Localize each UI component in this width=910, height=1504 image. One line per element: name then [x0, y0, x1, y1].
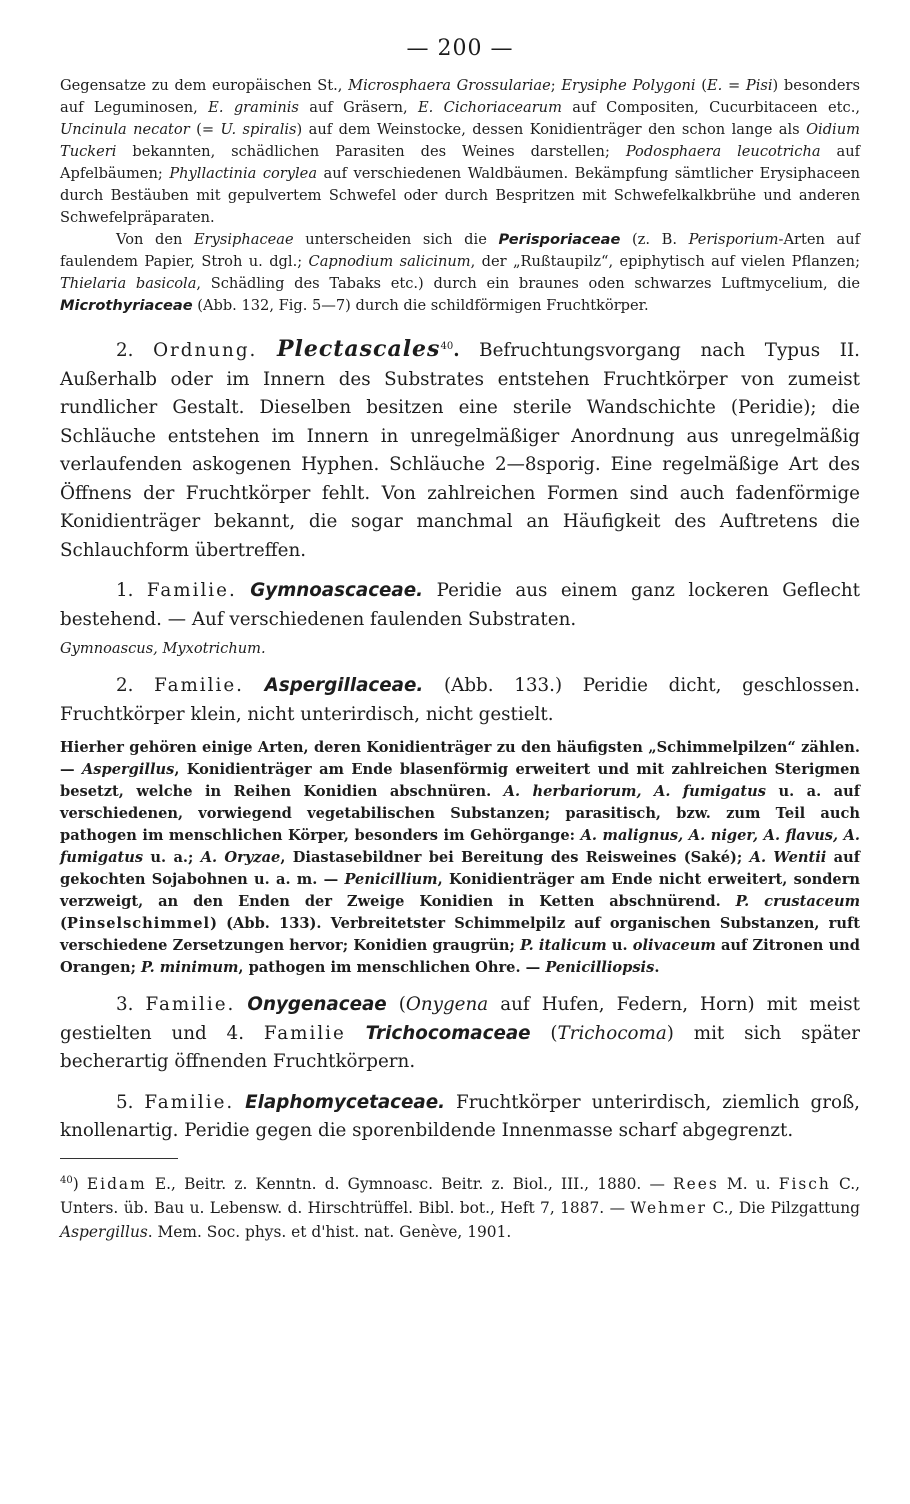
text: (z. B. [620, 231, 689, 248]
text: , pathogen im menschlichen Ohre. — [238, 959, 546, 977]
text: auf gekochten Sojabohnen u. a. m. — [60, 849, 860, 889]
species-name: Capnodium salicinum [308, 253, 471, 270]
text: C., Die Pilzgattung [707, 1198, 860, 1217]
page-number: — 200 — [406, 36, 514, 61]
species-name: Penicilliopsis [545, 959, 655, 977]
species-name: A. Oryzae [200, 849, 281, 867]
text: (Abb. 133.) Peridie dicht, geschlossen. Fruchtkörper klein, nicht unterirdisch, nicht gestielt. [60, 675, 861, 725]
species-name: P. crustaceum [735, 893, 861, 911]
family-name: Microthyriaceae [60, 297, 193, 314]
page [60, 36, 860, 1244]
text: E., Beitr. z. Kenntn. d. Gymnoasc. Beitr. z. Biol., III., 1880. — [146, 1174, 674, 1193]
family-name: Perisporiaceae [498, 231, 621, 248]
species-name: Penicillium [344, 871, 438, 889]
text: ) [72, 1174, 87, 1193]
footnote-ref: 40 [440, 341, 454, 352]
text: bekannten, schädlichen Parasiten des Weines darstellen; [116, 143, 626, 160]
text: Fruchtkörper unterirdisch, ziemlich groß, knollenartig. Peridie gegen die sporenbildende Innenmasse scharf abgegrenzt. [60, 1091, 860, 1142]
familie-label: Familie. [146, 580, 237, 602]
text: auf Hufen, Federn, Horn) mit meist gestielten und 4. [60, 994, 860, 1044]
species-name: A. herbariorum, A. fumigatus [503, 783, 766, 801]
text: C., Unters. üb. Bau u. Lebensw. d. Hirschtrüffel. Bibl. bot., Heft 7, 1887. — [60, 1174, 860, 1217]
species-name: Uncinula necator [60, 121, 190, 138]
aspergillaceae-paragraph [60, 672, 860, 729]
species-name: Aspergillus [81, 761, 175, 779]
familie-number: 1. [116, 580, 147, 602]
text: , der „Rußtaupilz“, epiphytisch auf vielen Pflanzen; [470, 253, 860, 270]
family-name: Elaphomycetaceae. [245, 1091, 446, 1113]
elaphomycetaceae-paragraph [60, 1089, 860, 1146]
text: u. a.; [143, 849, 201, 867]
familie-label: Familie. [144, 1091, 235, 1113]
familie-label: Familie [263, 1022, 346, 1044]
text: Peridie aus einem ganz lockeren Geflecht bestehend. — Auf verschiedenen faulenden Substraten. [60, 580, 860, 630]
genus-name: Trichocoma [557, 1022, 667, 1044]
author-name: Eidam [86, 1174, 147, 1193]
text: M. u. [718, 1174, 779, 1193]
text: ( [695, 77, 707, 94]
text: , Konidienträger am Ende blasenförmig erweitert und mit zahlreichen Sterigmen besetzt, welche in Reihen Konidien abschnüren. [60, 761, 860, 801]
species-name: olivaceum [632, 937, 716, 955]
species-name: Oidium Tuckeri [60, 121, 860, 160]
text: ( [60, 915, 67, 933]
family-name: Trichocomaceae [365, 1022, 531, 1044]
species-name: Pisi [745, 77, 773, 94]
order-name: Plectascales [276, 336, 441, 363]
genus-name: Aspergillus [60, 1222, 148, 1241]
species-name: A. malignus, A. niger, A. flavus, A. fumigatus [60, 827, 860, 867]
gymnoascaceae-paragraph [60, 577, 860, 634]
text: auf Compositen, Cucurbitaceen etc., [561, 99, 860, 116]
family-name: Erysiphaceae [193, 231, 294, 248]
text: -Arten auf faulendem Papier, Stroh u. dgl.; [60, 231, 860, 270]
text: , Schädling des Tabaks etc.) durch ein braunes oden schwarzes Luftmycelium, die [196, 275, 860, 292]
text: auf verschiedenen Waldbäumen. Bekämpfung sämtlicher Erysiphaceen durch Bestäuben mit gepulvertem Schwefel oder durch Bespritzen mit Schwefelkalkbrühe und anderen Schwefelpräparaten. [60, 165, 860, 226]
text: Hierher gehören einige Arten, deren Konidienträger zu den häufigsten „Schimmelpilzen“ zählen. — [60, 739, 860, 779]
text: ) mit sich später becherartig öffnenden Fruchtkörpern. [60, 1022, 860, 1073]
family-name: Aspergillaceae. [264, 675, 424, 697]
familie-label: Familie. [154, 675, 244, 697]
species-name: Microsphaera Grossulariae [348, 77, 551, 94]
text: . [654, 959, 660, 977]
text: . Mem. Soc. phys. et d'hist. nat. Genève, 1901. [147, 1222, 512, 1241]
common-name: Pinselschimmel [66, 915, 211, 933]
text: ( [386, 994, 406, 1016]
perisporiaceae-paragraph [60, 229, 860, 317]
species-name: P. minimum [141, 959, 239, 977]
familie-number: 2. [116, 675, 155, 697]
species-name: Podosphaera leucotricha [625, 143, 821, 160]
species-name: E. graminis [208, 99, 299, 116]
text: Gegensatze zu dem europäischen St., [60, 77, 349, 94]
text: Von den [116, 231, 194, 248]
ordnung-number: 2. [116, 340, 154, 362]
family-name: Gymnoascaceae. [250, 580, 424, 602]
onygenaceae-paragraph [60, 991, 860, 1077]
text: ( [530, 1022, 558, 1044]
familie-number: 3. [116, 994, 146, 1016]
species-name: E. [706, 77, 723, 94]
species-name: U. spiralis [220, 121, 297, 138]
plectascales-paragraph [60, 333, 860, 565]
ordnung-label: Ordnung. [153, 340, 258, 362]
author-name: Fisch [778, 1174, 831, 1193]
family-name: Onygenaceae [247, 994, 387, 1016]
text: unterscheiden sich die [293, 231, 499, 248]
text: , Konidienträger am Ende nicht erweitert, sondern verzweigt, an den Enden der Zweige Konidien in Ketten abschnürend. [60, 871, 860, 911]
text: . [453, 340, 460, 362]
text: u. a. auf verschiedenen, vorwiegend vegetabilischen Substanzen; parasitisch, bzw. zum Teil auch pathogen im menschlichen Körper, besonders im Gehörgange: [60, 783, 860, 845]
text: ) besonders auf Leguminosen, [60, 77, 861, 116]
species-name: Thielaria basicola [60, 275, 197, 292]
erysiphaceae-paragraph [60, 75, 860, 229]
species-name: Perisporium [688, 231, 779, 248]
aspergillus-paragraph [60, 737, 860, 979]
species-name: A. Wentii [749, 849, 827, 867]
text: (= [189, 121, 221, 138]
footnote [60, 1169, 860, 1244]
text: auf Zitronen und Orangen; [60, 937, 860, 977]
text: = [722, 77, 746, 94]
text: u. [606, 937, 633, 955]
text: ) (Abb. 133). Verbreitetster Schimmelpilz auf organischen Substanzen, ruft verschiedene Zersetzungen hervor; Konidien graugrün; [60, 915, 860, 955]
species-name: E. Cichoriacearum [418, 99, 562, 116]
footnote-number: 40 [60, 1174, 73, 1186]
footnote-divider [60, 1158, 178, 1159]
text: , Diastasebildner bei Bereitung des Reisweines (Saké); [280, 849, 750, 867]
species-name: Phyllactinia corylea [169, 165, 318, 182]
genus-name: Onygena [405, 994, 489, 1016]
author-name: Wehmer [630, 1198, 708, 1217]
text: ) auf dem Weinstocke, dessen Konidienträger den schon lange als [296, 121, 807, 138]
text: auf Apfelbäumen; [60, 143, 861, 182]
gymnoascaceae-genera: Gymnoascus, Myxotrichum. [60, 640, 266, 658]
text: ; [550, 77, 562, 94]
familie-number: 5. [116, 1091, 145, 1113]
text: (Abb. 132, Fig. 5—7) durch die schildförmigen Fruchtkörper. [192, 297, 649, 314]
species-name: Erysiphe Polygoni [561, 77, 696, 94]
species-name: P. italicum [520, 937, 607, 955]
familie-label: Familie. [145, 994, 236, 1016]
text: auf Gräsern, [298, 99, 418, 116]
text: Befruchtungsvorgang nach Typus II. Außerhalb oder im Innern des Substrates entstehen Fruchtkörper von zumeist rundlicher Gestalt. Dieselben besitzen eine sterile Wandschichte (Peridie); die Schläuche entstehen im Innern in unregelmäßiger Anordnung aus unregelmäßig verlaufenden askogenen Hyphen. Schläuche 2—8sporig. Eine regelmäßige Art des Öffnens der Fruchtkörper fehlt. Von zahlreichen Formen sind auch fadenförmige Konidienträger bekannt, die sogar manchmal an Häufigkeit des Auftretens die Schlauchform übertreffen. [60, 340, 860, 561]
author-name: Rees [673, 1174, 719, 1193]
